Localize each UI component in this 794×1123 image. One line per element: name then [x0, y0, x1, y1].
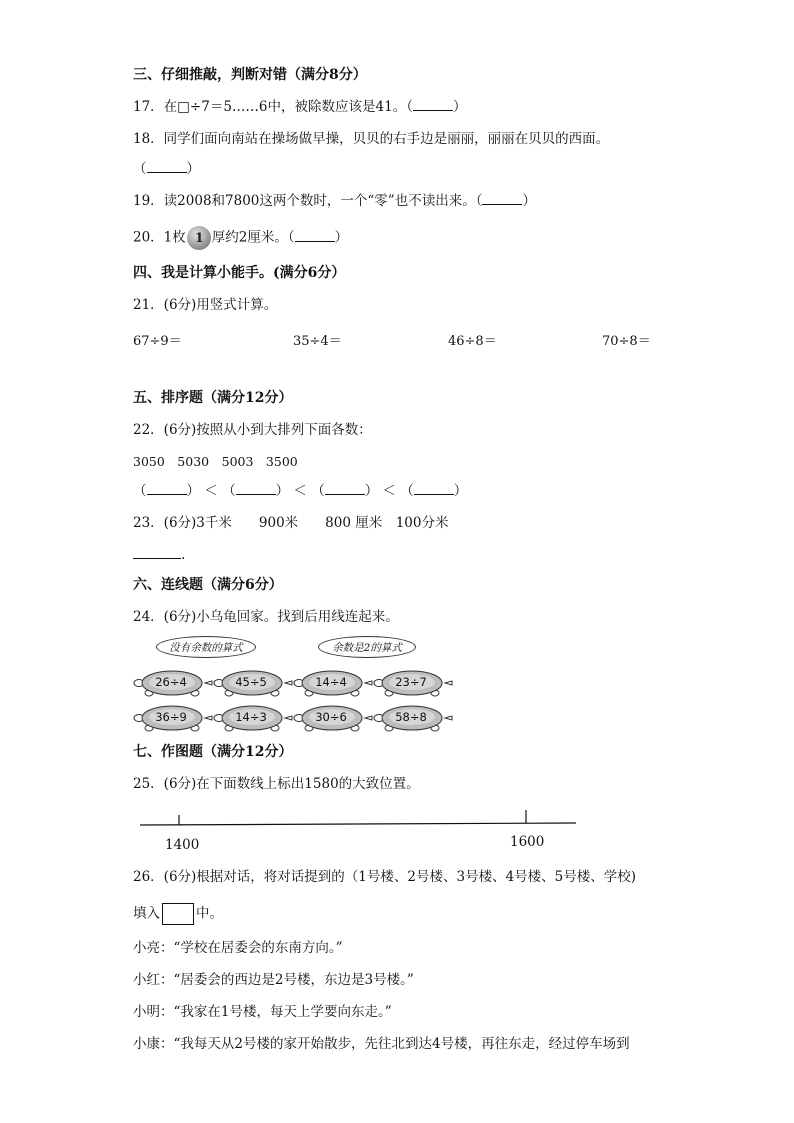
tick-label-left: 1400 — [165, 837, 200, 853]
answer-box[interactable] — [162, 903, 194, 925]
turtle-expression: 26÷4 — [155, 675, 187, 689]
order-blanks: （ ） ＜ （ ） ＜ （ ） ＜ （ ） — [133, 483, 468, 499]
turtle-expression: 23÷7 — [395, 675, 427, 689]
question-17: 17．在□÷7＝5……6中，被除数应该是41。（ ） — [133, 99, 467, 115]
turtle-card[interactable] — [133, 668, 213, 698]
calc-item: 46÷8＝ — [448, 334, 497, 349]
question-18-answer: （ ） — [133, 161, 200, 177]
coin-icon: 1 — [187, 226, 211, 250]
answer-blank-19[interactable] — [482, 192, 522, 205]
question-24: 24．(6分)小乌龟回家。找到后用线连起来。 — [133, 609, 399, 625]
turtle-card[interactable] — [293, 703, 373, 733]
number-line-axis — [140, 823, 576, 825]
calc-item: 67÷9＝ — [133, 334, 182, 349]
turtle-card[interactable] — [213, 668, 293, 698]
order-blank[interactable] — [236, 482, 276, 495]
question-26-instruction: 填入 中。 — [133, 903, 223, 925]
answer-blank-17[interactable] — [413, 98, 453, 111]
turtle-card[interactable] — [373, 703, 453, 733]
turtle-card[interactable] — [373, 668, 453, 698]
calc-item: 35÷4＝ — [293, 334, 342, 349]
section-3-title: 三、仔细推敲，判断对错（满分8分） — [133, 67, 367, 83]
calc-item: 70÷8＝ — [602, 334, 651, 349]
question-20: 20．1枚 1 厚约2厘米。（ ） — [133, 226, 348, 250]
turtle-expression: 58÷8 — [395, 710, 427, 724]
question-23-answer: . — [133, 546, 185, 564]
answer-blank-20[interactable] — [295, 229, 335, 242]
dialogue-line: 小康：“我每天从2号楼的家开始散步，先往北到达4号楼，再往东走，经过停车场到 — [133, 1036, 630, 1052]
answer-blank-18[interactable] — [147, 160, 187, 173]
tick-label-right: 1600 — [510, 834, 545, 850]
question-18: 18．同学们面向南站在操场做早操，贝贝的右手边是丽丽，丽丽在贝贝的西面。 — [133, 131, 610, 147]
home-label-remainder-2: 余数是2的算式 — [318, 636, 416, 658]
question-22: 22．(6分)按照从小到大排列下面各数： — [133, 422, 372, 438]
order-blank[interactable] — [325, 482, 365, 495]
number-list: 3050 5030 5003 3500 — [133, 454, 298, 469]
section-6-title: 六、连线题（满分6分） — [133, 577, 283, 593]
section-4-title: 四、我是计算小能手。(满分6分） — [133, 265, 346, 281]
question-21: 21．(6分)用竖式计算。 — [133, 297, 278, 313]
turtle-card[interactable] — [293, 668, 373, 698]
turtle-card[interactable] — [133, 703, 213, 733]
turtle-expression: 14÷4 — [315, 675, 347, 689]
turtle-expression: 45÷5 — [235, 675, 267, 689]
section-7-title: 七、作图题（满分12分） — [133, 744, 293, 760]
order-blank[interactable] — [147, 482, 187, 495]
question-26: 26．(6分)根据对话，将对话提到的（1号楼、2号楼、3号楼、4号楼、5号楼、学校) — [133, 869, 637, 885]
question-25: 25．(6分)在下面数线上标出1580的大致位置。 — [133, 776, 420, 792]
order-blank[interactable] — [414, 482, 454, 495]
turtle-expression: 14÷3 — [235, 710, 267, 724]
answer-blank-23[interactable] — [133, 546, 181, 559]
turtle-expression: 36÷9 — [155, 710, 187, 724]
dialogue-line: 小亮：“学校在居委会的东南方向。” — [133, 940, 343, 956]
question-23: 23．(6分)3千米 900米 800 厘米 100分米 — [133, 515, 449, 531]
dialogue-line: 小明：“我家在1号楼，每天上学要向东走。” — [133, 1004, 392, 1020]
question-19: 19．读2008和7800这两个数时，一个“零”也不读出来。（ ） — [133, 193, 536, 209]
turtle-card[interactable] — [213, 703, 293, 733]
dialogue-line: 小红：“居委会的西边是2号楼，东边是3号楼。” — [133, 972, 414, 988]
turtle-expression: 30÷6 — [315, 710, 347, 724]
section-5-title: 五、排序题（满分12分） — [133, 390, 293, 406]
home-label-no-remainder: 没有余数的算式 — [156, 636, 256, 658]
